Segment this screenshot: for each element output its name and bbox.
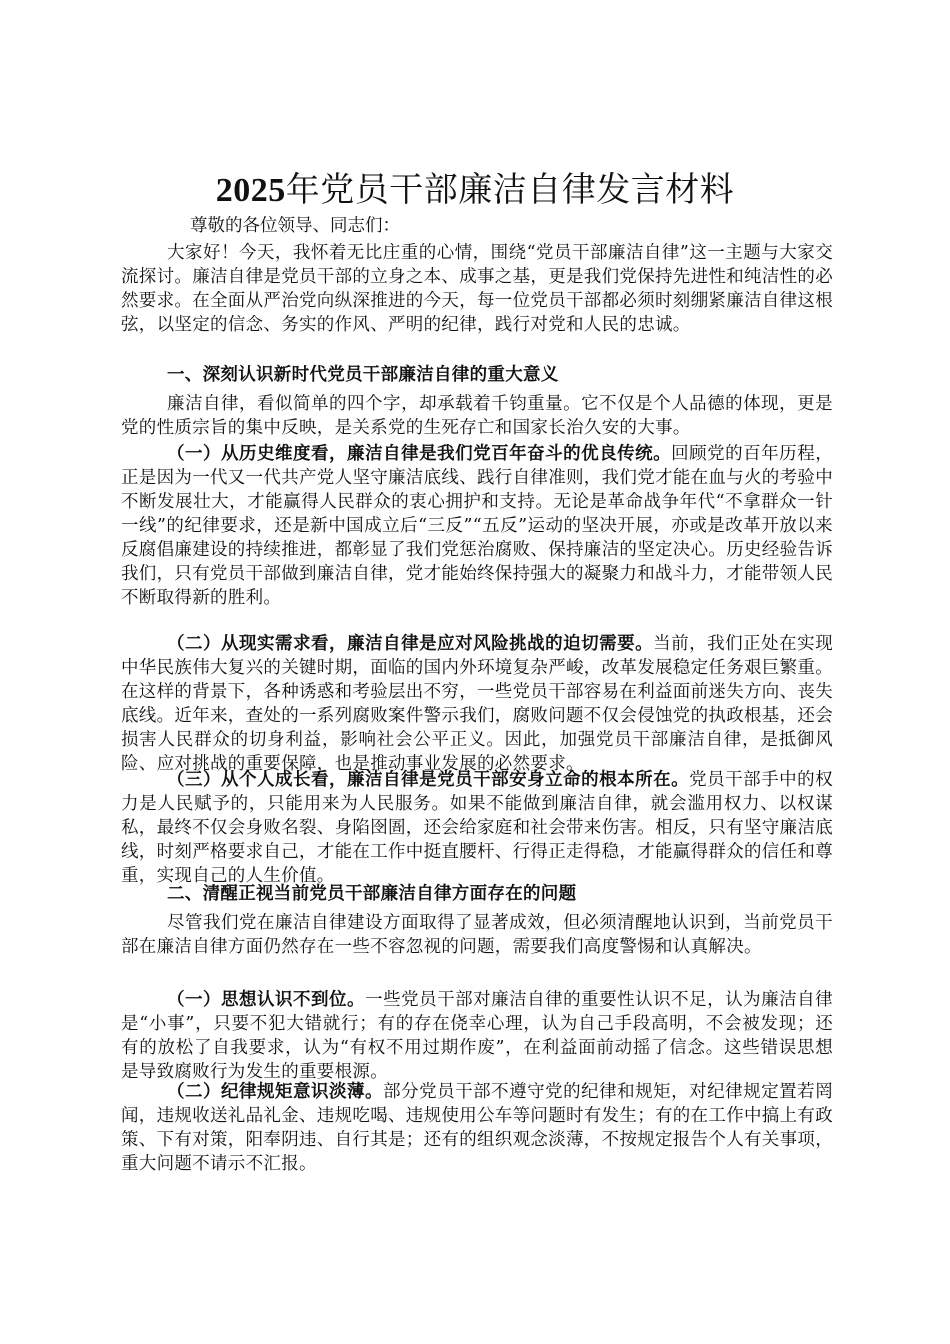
problem-2-heading: （二）纪律规矩意识淡薄。: [167, 1082, 384, 1102]
point-2-body: 当前，我们正处在实现中华民族伟大复兴的关键时期，面临的国内外环境复杂严峻，改革发展稳定任务艰巨繁重。在这样的背景下，各种诱惑和考验层出不穷，一些党员干部容易在利益面前迷失方向、丧失底线。近年来，查处的一系列腐败案件警示我们，腐败问题不仅会侵蚀党的执政根基，还会损害人民群众的切身利益，影响社会公平正义。因此，加强党员干部廉洁自律，是抵御风险、应对挑战的重要保障，也是推动事业发展的必然要求。: [121, 634, 833, 774]
section-heading-2: 二、清醒正视当前党员干部廉洁自律方面存在的问题: [167, 884, 577, 904]
section-heading-1: 一、深刻认识新时代党员干部廉洁自律的重大意义: [167, 365, 559, 385]
section-1-point-3: [121, 768, 833, 888]
problem-2-body: 部分党员干部不遵守党的纪律和规矩，对纪律规定置若罔闻，违规收送礼品礼金、违规吃喝、违规使用公车等问题时有发生；有的在工作中搞上有政策、下有对策，阳奉阴违、自行其是；还有的组织观念淡薄，不按规定报告个人有关事项，重大问题不请示不汇报。: [121, 1082, 833, 1174]
point-1-body: 回顾党的百年历程，正是因为一代又一代共产党人坚守廉洁底线、践行自律准则，我们党才能在血与火的考验中不断发展壮大，才能赢得人民群众的衷心拥护和支持。无论是革命战争年代“不拿群众一针一线”的纪律要求，还是新中国成立后“三反”“五反”运动的坚决开展，亦或是改革开放以来反腐倡廉建设的持续推进，都彰显了我们党惩治腐败、保持廉洁的坚定决心。历史经验告诉我们，只有党员干部做到廉洁自律，党才能始终保持强大的凝聚力和战斗力，才能带领人民不断取得新的胜利。: [121, 444, 833, 608]
point-1-heading: （一）从历史维度看，廉洁自律是我们党百年奋斗的优良传统。: [167, 444, 672, 464]
title-year: 2025: [215, 172, 286, 209]
problem-1-heading: （一）思想认识不到位。: [167, 990, 366, 1010]
section-1-point-2: [121, 632, 833, 776]
title-text: 年党员干部廉洁自律发言材料: [285, 170, 735, 210]
problem-1-body: 一些党员干部对廉洁自律的重要性认识不足，认为廉洁自律是“小事”，只要不犯大错就行；有的存在侥幸心理，认为自己手段高明，不会被发现；还有的放松了自我要求，认为“有权不用过期作废”，在利益面前动摇了信念。这些错误思想是导致腐败行为发生的重要根源。: [121, 990, 833, 1082]
page-title: [0, 168, 950, 213]
point-2-heading: （二）从现实需求看，廉洁自律是应对风险挑战的迫切需要。: [167, 634, 654, 654]
section-2-paragraph: 尽管我们党在廉洁自律建设方面取得了显著成效，但必须清醒地认识到，当前党员干部在廉洁自律方面仍然存在一些不容忽视的问题，需要我们高度警惕和认真解决。: [121, 913, 833, 957]
greeting: 尊敬的各位领导、同志们：: [190, 216, 400, 236]
section-2-point-2: [121, 1080, 833, 1176]
section-2-point-1: [121, 988, 833, 1084]
point-3-body: 党员干部手中的权力是人民赋予的，只能用来为人民服务。如果不能做到廉洁自律，就会滥用权力、以权谋私，最终不仅会身败名裂、身陷囹圄，还会给家庭和社会带来伤害。相反，只有坚守廉洁底线，时刻严格要求自己，才能在工作中挺直腰杆、行得正走得稳，才能赢得群众的信任和尊重，实现自己的人生价值。: [121, 770, 833, 886]
intro-paragraph: 大家好！今天，我怀着无比庄重的心情，围绕“党员干部廉洁自律”这一主题与大家交流探讨。廉洁自律是党员干部的立身之本、成事之基，更是我们党保持先进性和纯洁性的必然要求。在全面从严治党向纵深推进的今天，每一位党员干部都必须时刻绷紧廉洁自律这根弦，以坚定的信念、务实的作风、严明的纪律，践行对党和人民的忠诚。: [121, 243, 833, 335]
section-1-paragraph: 廉洁自律，看似简单的四个字，却承载着千钧重量。它不仅是个人品德的体现，更是党的性质宗旨的集中反映，是关系党的生死存亡和国家长治久安的大事。: [121, 394, 833, 438]
point-3-heading: （三）从个人成长看，廉洁自律是党员干部安身立命的根本所在。: [167, 770, 690, 790]
section-1-point-1: [121, 442, 833, 610]
